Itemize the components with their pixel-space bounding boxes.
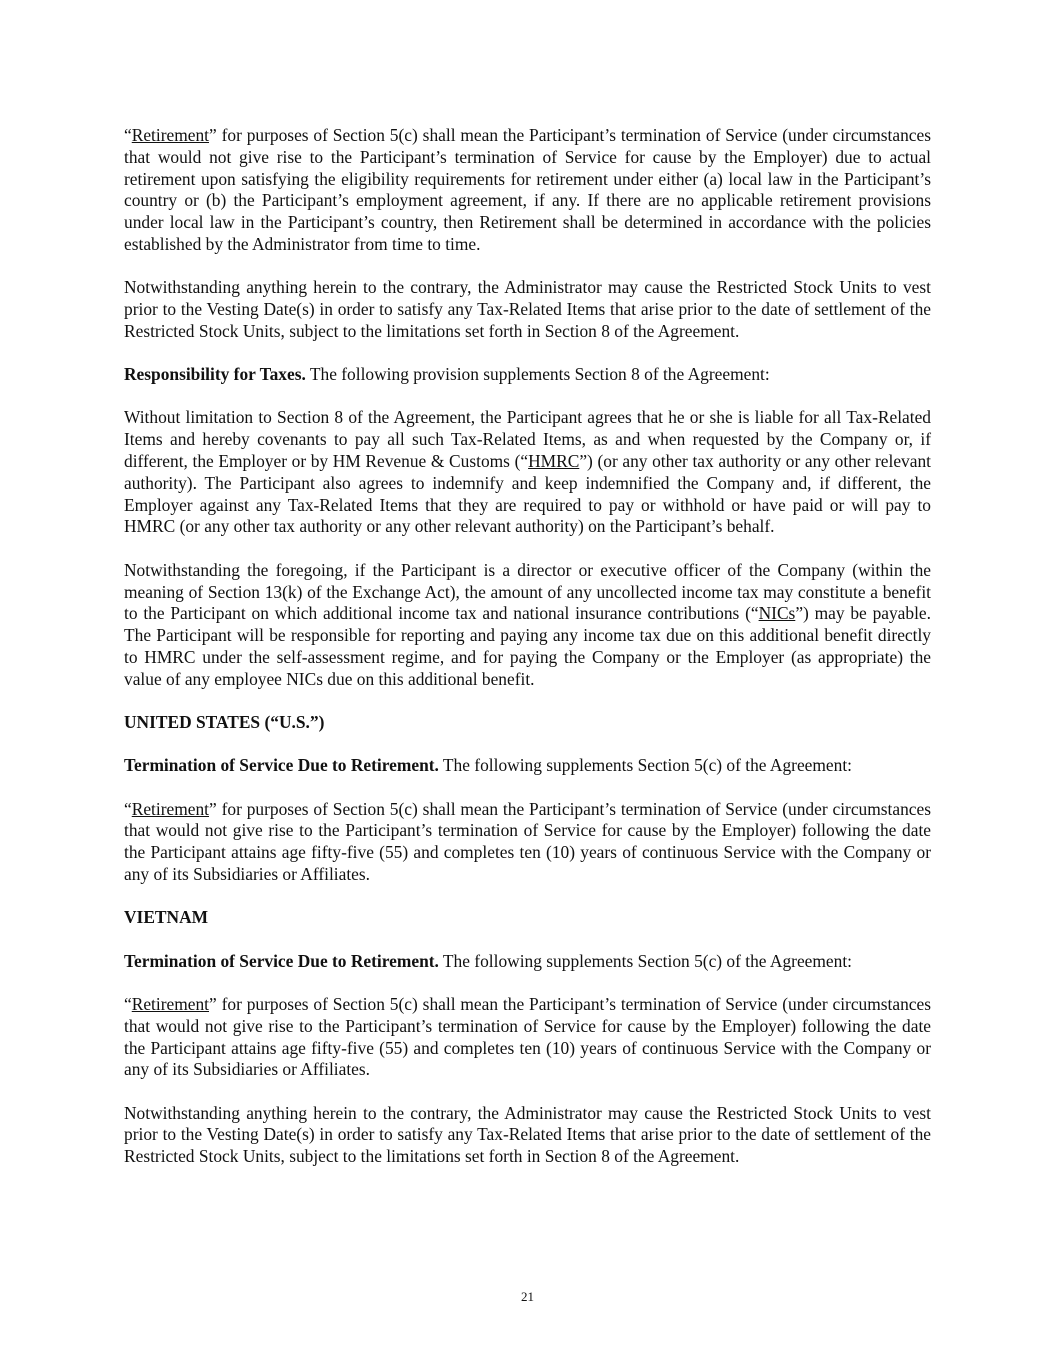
section-lead: Termination of Service Due to Retirement. <box>124 755 439 776</box>
paragraph-text: The following supplements Section 5(c) of the Agreement: <box>438 950 852 971</box>
director-officer-paragraph <box>124 560 931 691</box>
paragraph-text: ” for purposes of Section 5(c) shall mean the Participant’s termination of Service (under circumstances that would not give rise to the Participant’s termination of Service for cause by the Employer) following the date the Participant attains age fifty-five (55) and completes ten (10) years of continuous Service with the Company or any of its Subsidiaries or Affiliates. <box>124 993 931 1080</box>
vn-retirement-definition-paragraph <box>124 994 931 1081</box>
country-heading-vietnam: VIETNAM <box>124 907 209 928</box>
vesting-paragraph: Notwithstanding anything herein to the contrary, the Administrator may cause the Restricted Stock Units to vest prior to the Vesting Date(s) in order to satisfy any Tax-Related Items that arise prior to the date of settlement of the Restricted Stock Units, subject to the limitations set forth in Section 8 of the Agreement. <box>124 277 931 341</box>
us-retirement-definition-paragraph <box>124 799 931 886</box>
paragraph-text: The following supplements Section 5(c) of the Agreement: <box>438 755 852 776</box>
paragraph-text: ” for purposes of Section 5(c) shall mean the Participant’s termination of Service (under circumstances that would not give rise to the Participant’s termination of Service for cause by the Employer) following the date the Participant attains age fifty-five (55) and completes ten (10) years of continuous Service with the Company or any of its Subsidiaries or Affiliates. <box>124 798 931 885</box>
defined-term-nics: NICs <box>758 603 796 624</box>
tax-liability-paragraph <box>124 407 931 538</box>
defined-term-retirement: Retirement <box>131 125 209 145</box>
document-page <box>124 125 931 1189</box>
section-lead: Responsibility for Taxes. <box>124 364 306 385</box>
quote-open: “ <box>124 125 132 145</box>
defined-term-retirement: Retirement <box>131 993 209 1014</box>
vn-vesting-paragraph: Notwithstanding anything herein to the contrary, the Administrator may cause the Restricted Stock Units to vest prior to the Vesting Date(s) in order to satisfy any Tax-Related Items that arise prior to the date of settlement of the Restricted Stock Units, subject to the limitations set forth in Section 8 of the Agreement. <box>124 1102 931 1167</box>
paragraph-text: ” for purposes of Section 5(c) shall mean the Participant’s termination of Service (under circumstances that would not give rise to the Participant’s termination of Service for cause by the Employer) due to actual retirement upon satisfying the eligibility requirements for retirement under either (a) local law in the Participant’s country or (b) the Participant’s employment agreement, if any. If there are no applicable retirement provisions under local law in the Participant’s country, then Retirement shall be determined in accordance with the policies established by the Administrator from time to time. <box>124 125 931 254</box>
us-termination-paragraph <box>124 755 931 777</box>
paragraph-text: Notwithstanding the foregoing, if the Participant is a director or executive officer of the Company (within the meaning of Section 13(k) of the Exchange Act), the amount of any uncollected income tax may constitute a benefit to the Participant on which additional income tax and national insurance contributions (“ <box>124 559 931 624</box>
quote-open: “ <box>124 798 132 819</box>
paragraph-text: Without limitation to Section 8 of the Agreement, the Participant agrees that he or she is liable for all Tax-Related Items and hereby covenants to pay all such Tax-Related Items, as and when requested by the Company or, if different, the Employer or by HM Revenue & Customs (“ <box>124 407 931 472</box>
vn-termination-paragraph <box>124 951 931 973</box>
retirement-definition-paragraph <box>124 125 931 256</box>
section-lead: Termination of Service Due to Retirement. <box>124 950 439 971</box>
responsibility-for-taxes-paragraph <box>124 364 931 386</box>
page-number: 21 <box>521 1289 534 1304</box>
defined-term-retirement: Retirement <box>131 798 209 819</box>
paragraph-text: ”) may be payable. The Participant will be responsible for reporting and paying any income tax due on this additional benefit directly to HMRC under the self-assessment regime, and for paying the Company or the Employer (as appropriate) the value of any employee NICs due on this additional benefit. <box>124 603 931 689</box>
defined-term-hmrc: HMRC <box>528 451 580 472</box>
paragraph-text: ”) (or any other tax authority or any other relevant authority). The Participant also agrees to indemnify and keep indemnified the Company and, if different, the Employer against any Tax-Related Items that they are required to pay or withhold or have paid or will pay to HMRC (or any other tax authority or any other relevant authority) on the Participant’s behalf. <box>124 451 931 537</box>
quote-open: “ <box>124 993 132 1014</box>
paragraph-text: The following provision supplements Section 8 of the Agreement: <box>305 364 770 385</box>
country-heading-united-states: UNITED STATES (“U.S.”) <box>124 712 325 733</box>
